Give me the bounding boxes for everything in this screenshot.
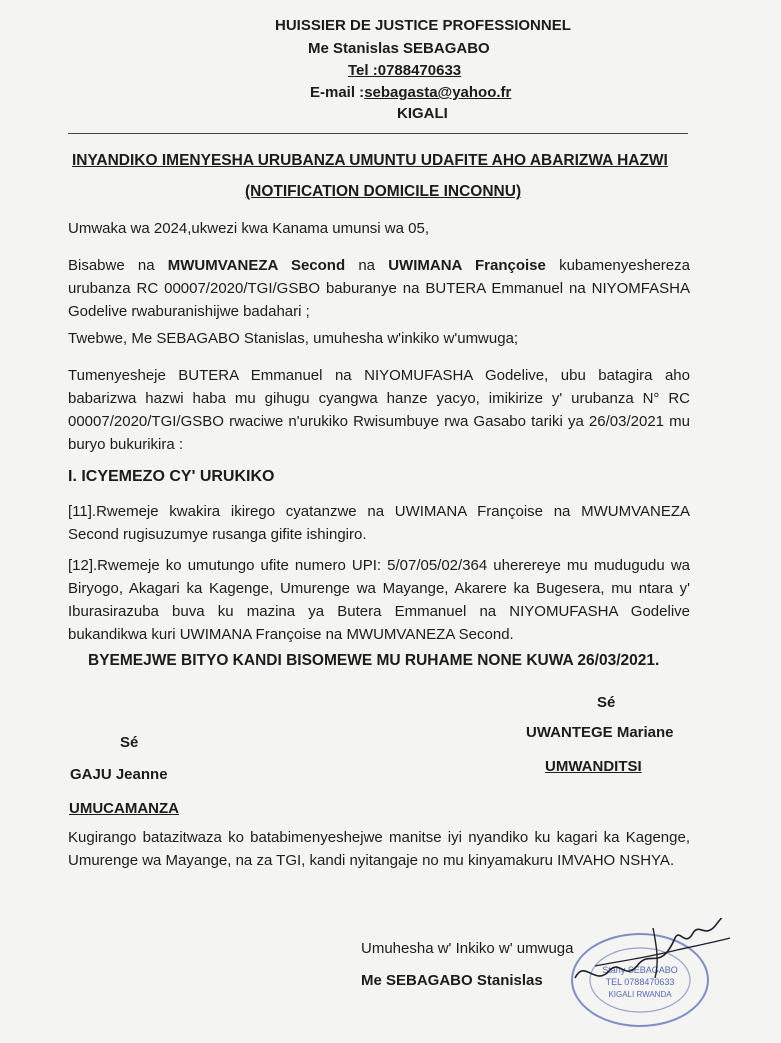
- official-stamp: [565, 918, 735, 1038]
- party-mwumvaneza: MWUMVANEZA Second: [167, 257, 346, 274]
- bailiff-city: KIGALI: [397, 105, 448, 122]
- request-rest: kubamenyeshereza urubanza RC 00007/2020/TGI/GSBO baburanye na BUTERA Emmanuel na NIYOMFASHA Godelive rwaburanishijwe badahari ;: [68, 257, 690, 320]
- document-title: INYANDIKO IMENYESHA URUBANZA UMUNTU UDAFITE AHO ABARIZWA HAZWI: [72, 152, 668, 169]
- party-uwimana: UWIMANA Françoise: [388, 257, 546, 274]
- item-11: [11].Rwemeje kwakira ikirego cyatanzwe na UWIMANA Françoise na MWUMVANEZA Second rugisuzumye rusanga gifite ishingiro.: [68, 503, 690, 543]
- signer-title: Umuhesha w' Inkiko w' umwuga: [361, 940, 574, 957]
- request-mid: na: [345, 257, 389, 274]
- stamp-graphic: [565, 918, 735, 1038]
- left-se: Sé: [120, 734, 139, 751]
- left-role: UMUCAMANZA: [69, 800, 179, 817]
- bailiff-name: Me Stanislas SEBAGABO: [308, 40, 490, 57]
- stamp-tel: TEL 0788470633: [605, 977, 675, 987]
- right-name: UWANTEGE Mariane: [526, 724, 674, 741]
- twebwe-line: Twebwe, Me SEBAGABO Stanislas, umuhesha w'inkiko w'umwuga;: [68, 330, 519, 347]
- right-se: Sé: [597, 694, 616, 711]
- email-address[interactable]: sebagasta@yahoo.fr: [364, 84, 512, 101]
- tumenyesheje-paragraph: Tumenyesheje BUTERA Emmanuel na NIYOMUFASHA Godelive, ubu batagira aho babarizwa hazwi haba mu gihugu cyangwa hanze yacyo, imikirize y' urubanza N° RC 00007/2020/TGI/GSBO rwaciwe n'urukiko Rwisumbuye rwa Gasabo tariki ya 26/03/2021 mu buryo bukurikira :: [68, 367, 690, 453]
- bailiff-phone: Tel :0788470633: [348, 62, 462, 79]
- item-12: [12].Rwemeje ko umutungo ufite numero UPI: 5/07/05/02/364 uherereye mu mudugudu wa Biryogo, Akagari ka Kagenge, Umurenge wa Mayange, Akarere ka Bugesera, mu ntara y' Iburasirazuba buva ku mazina ya Butera Emmanuel na NIYOMUFASHA Godelive bukandikwa kuri UWIMANA Françoise na MWUMVANEZA Second.: [68, 557, 690, 643]
- header-divider: [68, 133, 688, 134]
- request-paragraph: [68, 254, 690, 323]
- document-subtitle: (NOTIFICATION DOMICILE INCONNU): [245, 183, 522, 200]
- closing-paragraph: Kugirango batazitwaza ko batabimenyeshejwe manitse iyi nyandiko ku kagari ka Kagenge, Umurenge wa Mayange, na za TGI, kandi nyitangaje no mu kinyamakuru IMVAHO NSHYA.: [68, 829, 690, 869]
- signer-name: Me SEBAGABO Stanislas: [361, 972, 543, 989]
- stamp-city: KIGALI RWANDA: [608, 990, 672, 999]
- stamp-name: Stany SEBAGABO: [602, 965, 678, 975]
- bailiff-title: HUISSIER DE JUSTICE PROFESSIONNEL: [275, 17, 571, 34]
- right-role: UMWANDITSI: [545, 758, 642, 775]
- section-heading: I. ICYEMEZO CY' URUKIKO: [68, 468, 275, 485]
- email-label: E-mail :: [310, 84, 365, 101]
- left-name: GAJU Jeanne: [70, 766, 168, 783]
- date-line: Umwaka wa 2024,ukwezi kwa Kanama umunsi wa 05,: [68, 220, 430, 237]
- bailiff-email: [310, 84, 511, 101]
- decision-statement: BYEMEJWE BITYO KANDI BISOMEWE MU RUHAME NONE KUWA 26/03/2021.: [88, 652, 660, 669]
- request-prefix: Bisabwe na: [68, 257, 168, 274]
